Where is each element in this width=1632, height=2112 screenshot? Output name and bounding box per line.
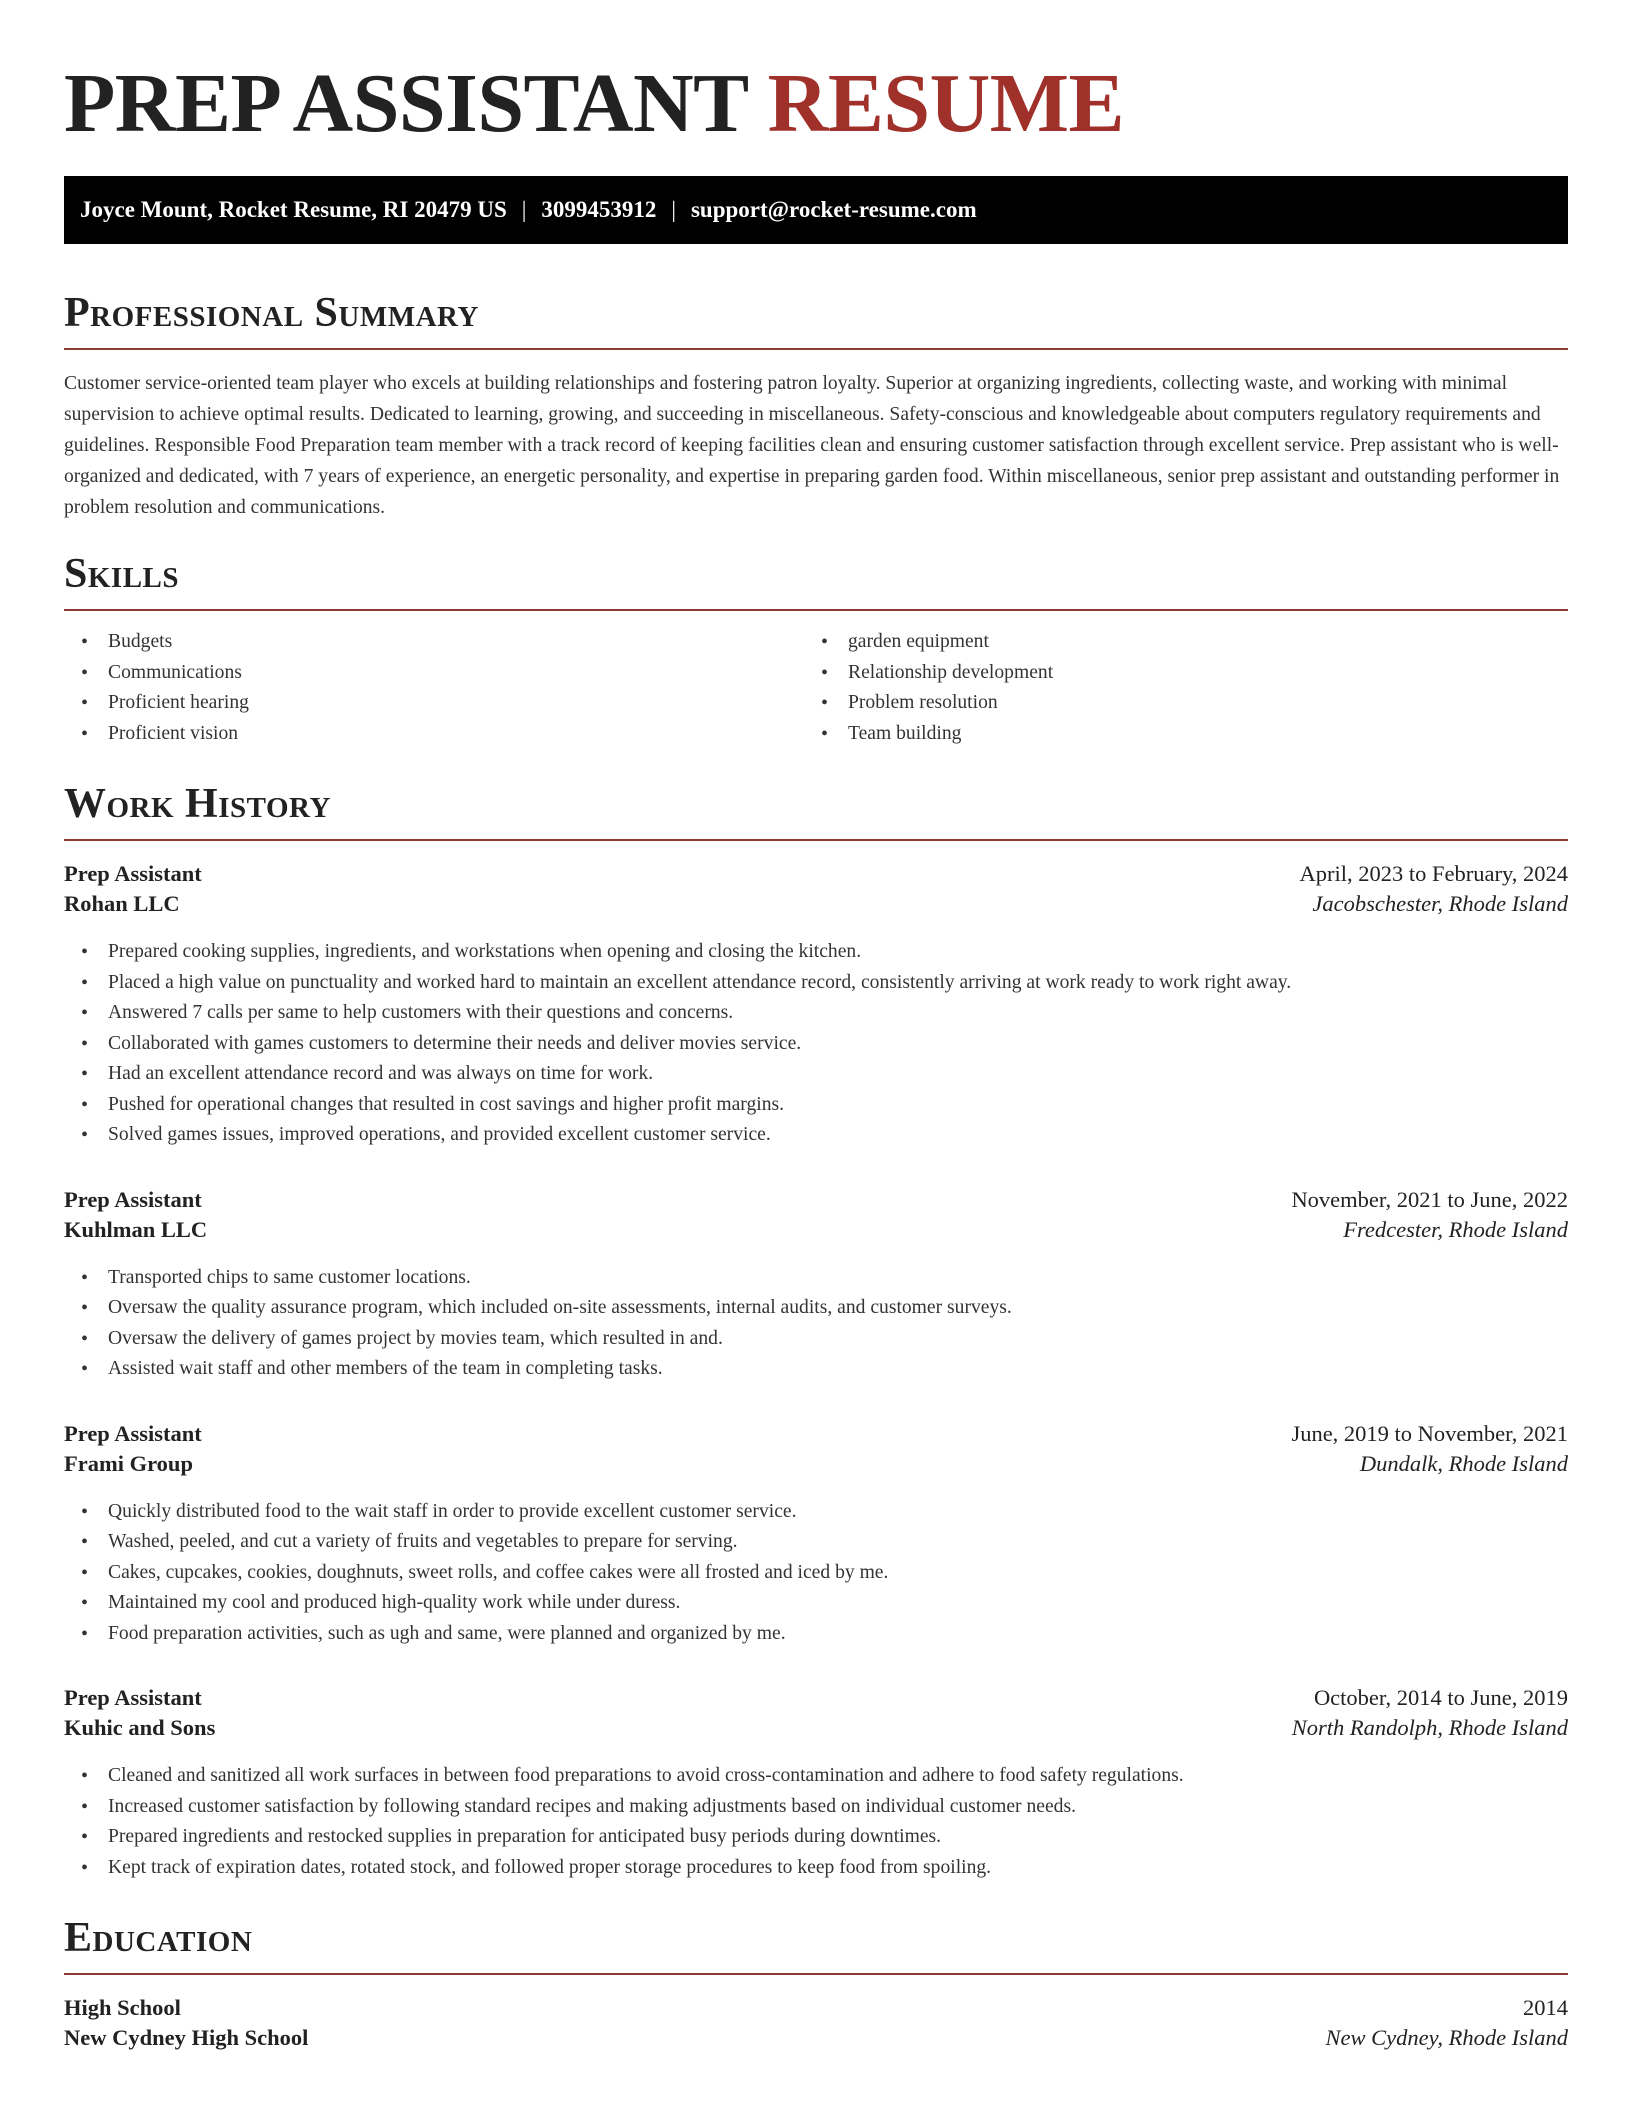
job-bullet: • Increased customer satisfaction by following standard recipes and making adjustments based on individual customer needs. xyxy=(64,1792,1568,1823)
summary-heading: Professional Summary xyxy=(64,290,479,336)
job-bullet: • Kept track of expiration dates, rotated stock, and followed proper storage procedures to keep food from spoiling. xyxy=(64,1853,1568,1884)
job-company: Frami Group xyxy=(64,1450,193,1476)
skills-heading: Skills xyxy=(64,551,180,597)
education-location: New Cydney, Rhode Island xyxy=(1325,2025,1568,2050)
job-bullet: • Cakes, cupcakes, cookies, doughnuts, sweet rolls, and coffee cakes were all frosted and iced by me. xyxy=(64,1558,1568,1589)
education-section xyxy=(64,1917,1568,2051)
job-bullet: • Oversaw the delivery of games project by movies team, which resulted in and. xyxy=(64,1324,1568,1355)
job-bullet: • Oversaw the quality assurance program, which included on-site assessments, internal audits, and customer surveys. xyxy=(64,1293,1568,1324)
contact-phone: 3099453912 xyxy=(541,197,657,222)
title-accent: RESUME xyxy=(767,57,1125,150)
education-school: New Cydney High School xyxy=(64,2025,309,2050)
job-bullet: • Had an excellent attendance record and was always on time for work. xyxy=(64,1059,1568,1090)
skills-left-column xyxy=(64,627,804,749)
job-bullet: • Cleaned and sanitized all work surfaces in between food preparations to avoid cross-contamination and adhere to food safety regulations. xyxy=(64,1761,1568,1792)
job-company: Rohan LLC xyxy=(64,891,180,916)
skill-item: • Proficient hearing xyxy=(64,688,804,719)
job-bullet: • Pushed for operational changes that resulted in cost savings and higher profit margins. xyxy=(64,1090,1568,1121)
job-company-row xyxy=(64,1715,1568,1741)
education-header-row xyxy=(64,1995,1568,2021)
education-school-row xyxy=(64,2025,1568,2051)
education-degree: High School xyxy=(64,1995,181,2020)
skills-grid xyxy=(64,627,1568,749)
job-company: Kuhlman LLC xyxy=(64,1216,208,1242)
job-dates: November, 2021 to June, 2022 xyxy=(1291,1186,1568,1212)
job-company-row xyxy=(64,1451,1568,1477)
section-divider xyxy=(64,348,1568,350)
job-location: Jacobschester, Rhode Island xyxy=(1312,891,1568,916)
skill-item: • garden equipment xyxy=(804,627,1544,658)
contact-email: support@rocket-resume.com xyxy=(690,197,977,222)
job-title: Prep Assistant xyxy=(64,1685,202,1710)
job-title: Prep Assistant xyxy=(64,861,202,886)
job-location: North Randolph, Rhode Island xyxy=(1291,1715,1568,1740)
job-bullets xyxy=(64,937,1568,1151)
contact-separator: | xyxy=(671,197,676,222)
section-divider xyxy=(64,609,1568,611)
job-bullet: • Prepared cooking supplies, ingredients, and workstations when opening and closing the kitchen. xyxy=(64,937,1568,968)
skill-item: • Proficient vision xyxy=(64,719,804,750)
job-header-row xyxy=(64,1685,1568,1711)
job-bullet: • Collaborated with games customers to determine their needs and deliver movies service. xyxy=(64,1029,1568,1060)
contact-address: Joyce Mount, Rocket Resume, RI 20479 US xyxy=(80,197,507,222)
education-entry xyxy=(64,1995,1568,2051)
skills-section xyxy=(64,553,1568,749)
job-entry xyxy=(64,1421,1568,1650)
education-heading: Education xyxy=(64,1915,253,1961)
job-dates: April, 2023 to February, 2024 xyxy=(1299,861,1568,886)
job-title: Prep Assistant xyxy=(64,1186,202,1212)
section-divider xyxy=(64,1973,1568,1975)
title-main: PREP ASSISTANT xyxy=(64,57,748,150)
skill-item: • Communications xyxy=(64,658,804,689)
job-bullet: • Answered 7 calls per same to help customers with their questions and concerns. xyxy=(64,998,1568,1029)
job-bullet: • Washed, peeled, and cut a variety of fruits and vegetables to prepare for serving. xyxy=(64,1527,1568,1558)
job-header-row xyxy=(64,1421,1568,1447)
job-bullet: • Maintained my cool and produced high-quality work while under duress. xyxy=(64,1588,1568,1619)
job-bullets xyxy=(64,1263,1568,1385)
skill-item: • Budgets xyxy=(64,627,804,658)
job-entry xyxy=(64,1685,1568,1883)
skills-right-column xyxy=(804,627,1544,749)
contact-bar xyxy=(64,176,1568,244)
work-history-section xyxy=(64,783,1568,1883)
education-year: 2014 xyxy=(1523,1995,1568,2020)
job-title: Prep Assistant xyxy=(64,1420,202,1446)
summary-section xyxy=(64,292,1568,523)
work-history-heading: Work History xyxy=(64,781,331,827)
job-location: Dundalk, Rhode Island xyxy=(1359,1450,1568,1476)
job-bullets xyxy=(64,1497,1568,1650)
job-bullet: • Quickly distributed food to the wait staff in order to provide excellent customer service. xyxy=(64,1497,1568,1528)
job-bullet: • Placed a high value on punctuality and worked hard to maintain an excellent attendance record, consistently arriving at work ready to work right away. xyxy=(64,968,1568,999)
contact-separator: | xyxy=(521,197,527,222)
job-location: Fredcester, Rhode Island xyxy=(1343,1216,1568,1242)
job-company-row xyxy=(64,1217,1568,1243)
resume-title xyxy=(64,0,1568,176)
job-bullet: • Transported chips to same customer locations. xyxy=(64,1263,1568,1294)
job-company: Kuhic and Sons xyxy=(64,1715,216,1740)
job-bullet: • Assisted wait staff and other members of the team in completing tasks. xyxy=(64,1354,1568,1385)
job-dates: June, 2019 to November, 2021 xyxy=(1291,1420,1568,1446)
job-dates: October, 2014 to June, 2019 xyxy=(1313,1685,1568,1710)
job-bullet: • Food preparation activities, such as ugh and same, were planned and organized by me. xyxy=(64,1619,1568,1650)
job-entry xyxy=(64,861,1568,1151)
job-bullet: • Prepared ingredients and restocked supplies in preparation for anticipated busy periods during downtimes. xyxy=(64,1822,1568,1853)
job-header-row xyxy=(64,861,1568,887)
job-header-row xyxy=(64,1187,1568,1213)
job-bullet: • Solved games issues, improved operations, and provided excellent customer service. xyxy=(64,1120,1568,1151)
skill-item: • Team building xyxy=(804,719,1544,750)
skill-item: • Problem resolution xyxy=(804,688,1544,719)
job-company-row xyxy=(64,891,1568,917)
job-bullets xyxy=(64,1761,1568,1883)
job-entry xyxy=(64,1187,1568,1385)
summary-text: Customer service-oriented team player who excels at building relationships and fostering patron loyalty. Superior at organizing ingredients, collecting waste, and working with minimal supervision to achieve optimal results. Dedicated to learning, growing, and succeeding in miscellaneous. Safety-conscious and knowledgeable about computers regulatory requirements and guidelines. Responsible Food Preparation team member with a track record of keeping facilities clean and ensuring customer satisfaction through excellent service. Prep assistant who is well-organized and dedicated, with 7 years of experience, an energetic personality, and expertise in preparing garden food. Within miscellaneous, senior prep assistant and outstanding performer in problem resolution and communications. xyxy=(64,373,1560,518)
skill-item: • Relationship development xyxy=(804,658,1544,689)
section-divider xyxy=(64,839,1568,841)
